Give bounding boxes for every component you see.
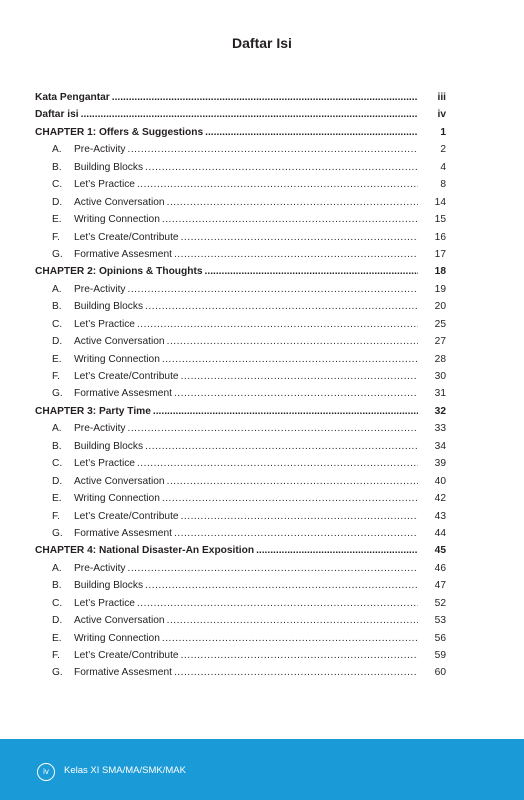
toc-page-number: 18 <box>434 266 446 278</box>
toc-entry-letter: E. <box>52 632 62 644</box>
toc-entry-label: Writing Connection <box>74 214 160 226</box>
toc-page-number: 46 <box>434 562 446 574</box>
toc-entry-row[interactable] <box>35 351 446 368</box>
toc-entry-row[interactable] <box>35 595 446 612</box>
toc-page-number: 27 <box>434 336 446 348</box>
toc-dot-leader <box>137 455 418 472</box>
toc-entry-label: Let’s Practice <box>74 458 135 470</box>
toc-entry-letter: A. <box>52 144 62 156</box>
page-number-badge: iv <box>37 763 55 781</box>
toc-heading-row[interactable] <box>35 403 446 420</box>
toc-entry-label: Let’s Create/Contribute <box>74 371 179 382</box>
toc-entry-row[interactable] <box>35 298 446 315</box>
toc-dot-leader <box>174 664 418 681</box>
toc-entry-letter: F. <box>52 650 60 661</box>
toc-entry-label: Let’s Practice <box>74 318 135 330</box>
toc-entry-row[interactable] <box>35 508 446 525</box>
toc-entry-row[interactable] <box>35 194 446 211</box>
toc-entry-row[interactable] <box>35 455 446 472</box>
toc-entry-letter: E. <box>52 353 62 365</box>
toc-page-number: 31 <box>434 388 446 400</box>
toc-dot-leader <box>167 612 418 629</box>
toc-entry-letter: G. <box>52 388 63 400</box>
toc-entry-label: Pre-Activity <box>74 283 126 295</box>
toc-page-number: 16 <box>434 231 446 243</box>
toc-page-number: 32 <box>434 405 446 417</box>
toc-heading-row[interactable] <box>35 124 446 141</box>
toc-dot-leader <box>137 176 418 193</box>
toc-entry-row[interactable] <box>35 577 446 594</box>
toc-dot-leader <box>205 263 418 280</box>
toc-page-number: 20 <box>434 301 446 313</box>
toc-entry-label: CHAPTER 1: Offers & Suggestions <box>35 126 204 138</box>
toc-heading-row[interactable] <box>35 263 446 280</box>
toc-page-number: 4 <box>440 161 446 173</box>
table-of-contents <box>35 89 446 682</box>
toc-dot-leader <box>137 316 418 333</box>
toc-dot-leader <box>145 159 418 176</box>
toc-entry-row[interactable] <box>35 525 446 542</box>
toc-entry-row[interactable] <box>35 316 446 333</box>
toc-dot-leader <box>145 577 418 594</box>
toc-entry-letter: E. <box>52 214 62 226</box>
toc-page-number: 34 <box>434 440 446 452</box>
toc-entry-letter: A. <box>52 283 62 295</box>
toc-dot-leader <box>181 368 418 385</box>
toc-entry-label: Pre-Activity <box>74 144 126 156</box>
toc-entry-letter: F. <box>52 231 60 243</box>
toc-entry-row[interactable] <box>35 385 446 402</box>
toc-page-number: 43 <box>434 510 446 522</box>
toc-entry-row[interactable] <box>35 246 446 263</box>
toc-entry-label: Formative Assesment <box>74 248 172 260</box>
toc-entry-letter: C. <box>52 179 63 191</box>
toc-entry-letter: C. <box>52 597 63 609</box>
toc-page-number: 47 <box>434 580 446 592</box>
toc-entry-label: Active Conversation <box>74 336 165 348</box>
toc-entry-label: Let’s Create/Contribute <box>74 231 179 243</box>
toc-entry-row[interactable] <box>35 630 446 647</box>
toc-entry-letter: E. <box>52 493 62 505</box>
toc-entry-letter: B. <box>52 440 62 452</box>
toc-page-number: 52 <box>434 597 446 609</box>
toc-dot-leader <box>153 403 418 420</box>
toc-dot-leader <box>181 508 418 525</box>
toc-dot-leader <box>174 385 418 402</box>
toc-page-number: iii <box>437 92 446 103</box>
toc-entry-row[interactable] <box>35 438 446 455</box>
toc-entry-letter: D. <box>52 615 63 627</box>
toc-entry-row[interactable] <box>35 211 446 228</box>
toc-dot-leader <box>167 333 418 350</box>
toc-dot-leader <box>167 473 418 490</box>
toc-dot-leader <box>162 351 418 368</box>
toc-dot-leader <box>162 630 418 647</box>
toc-entry-letter: B. <box>52 161 62 173</box>
toc-dot-leader <box>174 525 418 542</box>
toc-entry-row[interactable] <box>35 420 446 437</box>
toc-entry-label: Let’s Create/Contribute <box>74 510 179 522</box>
toc-entry-row[interactable] <box>35 664 446 681</box>
toc-dot-leader <box>128 281 418 298</box>
toc-heading-row[interactable] <box>35 542 446 559</box>
toc-entry-label: CHAPTER 2: Opinions & Thoughts <box>35 266 203 278</box>
toc-page-number: 2 <box>440 144 446 156</box>
toc-entry-row[interactable] <box>35 490 446 507</box>
toc-page-number: 59 <box>434 650 446 661</box>
toc-page-number: 1 <box>440 126 446 138</box>
toc-entry-letter: C. <box>52 458 63 470</box>
toc-entry-row[interactable] <box>35 612 446 629</box>
toc-page-number: 25 <box>434 318 446 330</box>
toc-page-number: 28 <box>434 353 446 365</box>
toc-dot-leader <box>181 229 418 246</box>
toc-page-number: 39 <box>434 458 446 470</box>
toc-entry-label: Kata Pengantar <box>35 92 110 103</box>
toc-page-number: 30 <box>434 371 446 382</box>
page-title: Daftar Isi <box>232 35 292 51</box>
toc-dot-leader <box>137 595 418 612</box>
toc-entry-row[interactable] <box>35 159 446 176</box>
toc-page-number: 17 <box>434 248 446 260</box>
toc-dot-leader <box>112 89 418 106</box>
toc-entry-letter: A. <box>52 562 62 574</box>
toc-entry-letter: G. <box>52 248 63 260</box>
toc-page-number: 44 <box>434 527 446 539</box>
toc-page-number: iv <box>437 109 446 121</box>
footer-text: Kelas XI SMA/MA/SMK/MAK <box>64 765 186 776</box>
toc-heading-row[interactable] <box>35 106 446 123</box>
toc-entry-letter: A. <box>52 423 62 435</box>
toc-entry-label: Formative Assesment <box>74 527 172 539</box>
toc-dot-leader <box>145 438 418 455</box>
toc-entry-label: Let’s Create/Contribute <box>74 650 179 661</box>
toc-entry-label: Building Blocks <box>74 440 144 452</box>
toc-dot-leader <box>167 194 418 211</box>
toc-entry-letter: B. <box>52 580 62 592</box>
toc-entry-label: Active Conversation <box>74 615 165 627</box>
toc-entry-row[interactable] <box>35 333 446 350</box>
toc-dot-leader <box>128 141 418 158</box>
toc-entry-label: Pre-Activity <box>74 423 126 435</box>
toc-dot-leader <box>205 124 418 141</box>
toc-entry-row[interactable] <box>35 176 446 193</box>
toc-heading-row[interactable] <box>35 89 446 106</box>
toc-entry-label: Building Blocks <box>74 161 144 173</box>
toc-page-number: 15 <box>434 214 446 226</box>
toc-entry-label: Pre-Activity <box>74 562 126 574</box>
toc-entry-label: Active Conversation <box>74 475 165 487</box>
toc-entry-label: Daftar isi <box>35 109 79 121</box>
toc-entry-letter: D. <box>52 336 63 348</box>
toc-page-number: 42 <box>434 493 446 505</box>
toc-entry-row[interactable] <box>35 473 446 490</box>
toc-page-number: 56 <box>434 632 446 644</box>
toc-entry-letter: C. <box>52 318 63 330</box>
page-footer <box>0 739 524 800</box>
toc-dot-leader <box>128 420 418 437</box>
toc-entry-label: Active Conversation <box>74 196 165 208</box>
toc-entry-label: CHAPTER 4: National Disaster-An Exposition <box>35 545 255 557</box>
toc-entry-label: Writing Connection <box>74 632 160 644</box>
toc-page-number: 33 <box>434 423 446 435</box>
toc-entry-row[interactable] <box>35 141 446 158</box>
toc-entry-label: Building Blocks <box>74 580 144 592</box>
toc-entry-letter: G. <box>52 667 63 679</box>
toc-page-number: 8 <box>440 179 446 191</box>
toc-page-number: 45 <box>434 545 446 557</box>
toc-entry-label: CHAPTER 3: Party Time <box>35 405 151 417</box>
toc-page-number: 19 <box>434 283 446 295</box>
toc-entry-letter: F. <box>52 371 60 382</box>
toc-entry-row[interactable] <box>35 368 446 385</box>
toc-entry-letter: D. <box>52 196 63 208</box>
toc-entry-label: Writing Connection <box>74 353 160 365</box>
toc-page-number: 60 <box>434 667 446 679</box>
toc-entry-row[interactable] <box>35 229 446 246</box>
toc-dot-leader <box>81 106 418 123</box>
toc-entry-label: Writing Connection <box>74 493 160 505</box>
toc-page-number: 40 <box>434 475 446 487</box>
toc-entry-label: Let’s Practice <box>74 597 135 609</box>
toc-entry-label: Building Blocks <box>74 301 144 313</box>
toc-entry-letter: G. <box>52 527 63 539</box>
toc-entry-label: Let’s Practice <box>74 179 135 191</box>
toc-dot-leader <box>174 246 418 263</box>
toc-dot-leader <box>145 298 418 315</box>
toc-entry-letter: F. <box>52 510 60 522</box>
toc-dot-leader <box>162 490 418 507</box>
toc-dot-leader <box>256 542 418 559</box>
toc-entry-letter: B. <box>52 301 62 313</box>
toc-entry-row[interactable] <box>35 560 446 577</box>
toc-entry-row[interactable] <box>35 647 446 664</box>
toc-dot-leader <box>128 560 418 577</box>
toc-entry-letter: D. <box>52 475 63 487</box>
toc-page-number: 53 <box>434 615 446 627</box>
toc-dot-leader <box>162 211 418 228</box>
toc-entry-label: Formative Assesment <box>74 667 172 679</box>
toc-page-number: 14 <box>434 196 446 208</box>
toc-dot-leader <box>181 647 418 664</box>
toc-entry-row[interactable] <box>35 281 446 298</box>
toc-entry-label: Formative Assesment <box>74 388 172 400</box>
